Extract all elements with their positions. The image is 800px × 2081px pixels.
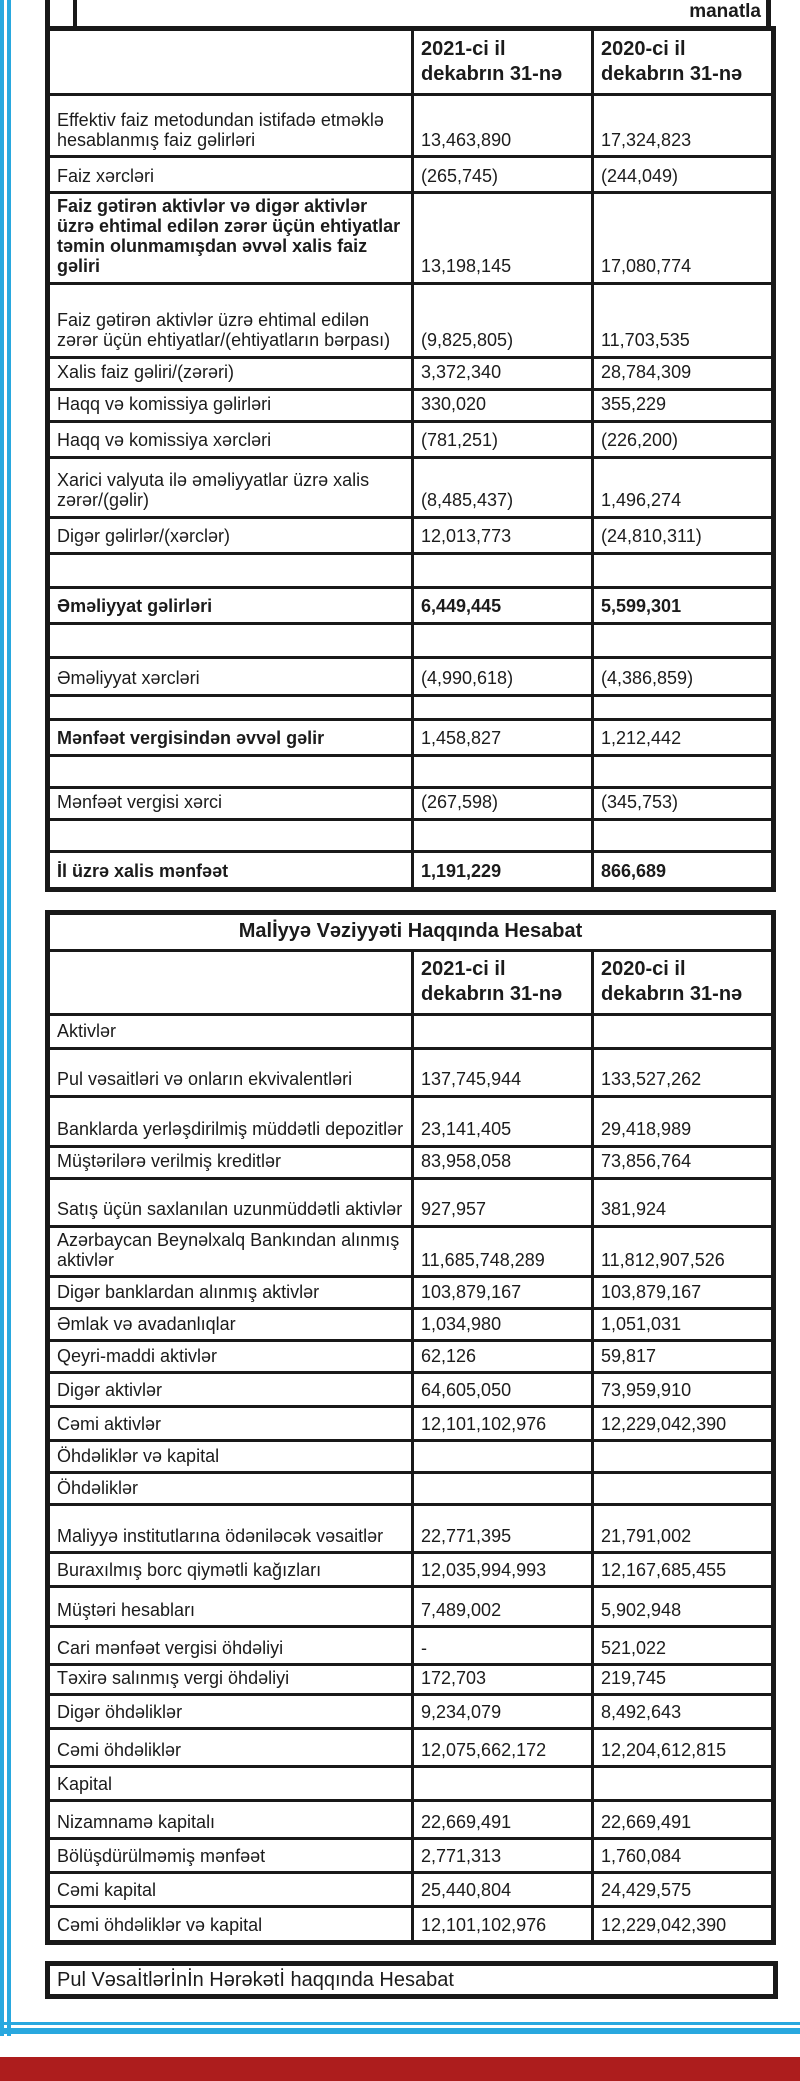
row-label-cell: Azərbaycan Beynəlxalq Bankından alınmış aktivlər	[48, 1226, 413, 1276]
section-row	[48, 1440, 774, 1472]
row-label-cell: Cəmi öhdəliklər və kapital	[48, 1907, 413, 1943]
value-2020-cell: 1,760,084	[593, 1839, 774, 1873]
row-label-cell: Aktivlər	[48, 1014, 413, 1048]
row-label-cell: Cari mənfəət vergisi öhdəliyi	[48, 1626, 413, 1664]
row-label-cell: Nizamnamə kapitalı	[48, 1801, 413, 1839]
value-2021-cell: 25,440,804	[413, 1873, 593, 1907]
value-2020-cell	[593, 1440, 774, 1472]
header-2021-cell: 2021-ci il dekabrın 31-nə	[413, 950, 593, 1014]
table-header-row	[48, 29, 774, 95]
section-row	[48, 1014, 774, 1048]
value-2020-cell: 12,229,042,390	[593, 1907, 774, 1943]
value-2020-cell: 381,924	[593, 1178, 774, 1226]
table-row	[48, 787, 774, 819]
value-2021-cell: (781,251)	[413, 421, 593, 457]
table-title-row	[48, 912, 774, 950]
table-row	[48, 193, 774, 284]
row-label-cell	[48, 695, 413, 719]
value-2021-cell: 12,075,662,172	[413, 1729, 593, 1767]
value-2021-cell: 103,879,167	[413, 1276, 593, 1308]
value-2021-cell	[413, 1014, 593, 1048]
value-2021-cell: 13,198,145	[413, 193, 593, 284]
page-frame-bottom-thick-line	[0, 2028, 800, 2034]
row-label-cell: Təxirə salınmış vergi öhdəliyi	[48, 1664, 413, 1694]
value-2020-cell	[593, 623, 774, 657]
header-2020-cell: 2020-ci il dekabrın 31-nə	[593, 950, 774, 1014]
table-row	[48, 1626, 774, 1664]
page-frame-bottom-thin-line	[0, 2022, 800, 2025]
value-2020-cell: 133,527,262	[593, 1048, 774, 1096]
row-label-cell: Banklarda yerləşdirilmiş müddətli depozitlər	[48, 1096, 413, 1146]
value-2020-cell: 521,022	[593, 1626, 774, 1664]
value-2020-cell: 21,791,002	[593, 1504, 774, 1552]
table-row	[48, 1096, 774, 1146]
spacer-row	[48, 819, 774, 851]
row-label-cell: Cəmi kapital	[48, 1873, 413, 1907]
strip-divider-line	[73, 0, 77, 26]
table-row	[48, 1308, 774, 1340]
value-2021-cell: 62,126	[413, 1340, 593, 1372]
table-row	[48, 517, 774, 553]
value-2021-cell: 64,605,050	[413, 1372, 593, 1406]
header-2020-cell: 2020-ci il dekabrın 31-nə	[593, 29, 774, 95]
section-row	[48, 1472, 774, 1504]
value-2020-cell: 5,902,948	[593, 1586, 774, 1626]
value-2020-cell	[593, 1014, 774, 1048]
table-row	[48, 95, 774, 157]
value-2021-cell	[413, 1472, 593, 1504]
value-2020-cell: 59,817	[593, 1340, 774, 1372]
row-label-cell: Cəmi aktivlər	[48, 1406, 413, 1440]
table-row	[48, 1276, 774, 1308]
row-label-cell: Müştəri hesabları	[48, 1586, 413, 1626]
value-2021-cell: 11,685,748,289	[413, 1226, 593, 1276]
row-label-cell: Bölüşdürülməmiş mənfəət	[48, 1839, 413, 1873]
spacer-row	[48, 695, 774, 719]
value-2021-cell	[413, 623, 593, 657]
value-2021-cell: 6,449,445	[413, 587, 593, 623]
value-2021-cell	[413, 1440, 593, 1472]
row-label-cell: Buraxılmış borc qiymətli kağızları	[48, 1552, 413, 1586]
row-label-cell: Öhdəliklər və kapital	[48, 1440, 413, 1472]
spacer-row	[48, 755, 774, 787]
value-2020-cell: 12,204,612,815	[593, 1729, 774, 1767]
table-row	[48, 1586, 774, 1626]
value-2020-cell: 73,959,910	[593, 1372, 774, 1406]
value-2021-cell: 927,957	[413, 1178, 593, 1226]
header-empty-cell	[48, 29, 413, 95]
value-2020-cell: 1,212,442	[593, 719, 774, 755]
value-2020-cell: 866,689	[593, 851, 774, 889]
value-2020-cell: 28,784,309	[593, 357, 774, 389]
value-2021-cell: 22,771,395	[413, 1504, 593, 1552]
spacer-row	[48, 553, 774, 587]
table-row	[48, 1695, 774, 1729]
value-2021-cell: 12,013,773	[413, 517, 593, 553]
header-empty-cell	[48, 950, 413, 1014]
value-2021-cell: 9,234,079	[413, 1695, 593, 1729]
table-row	[48, 1340, 774, 1372]
value-2020-cell: 355,229	[593, 389, 774, 421]
value-2021-cell: 137,745,944	[413, 1048, 593, 1096]
value-2020-cell: 22,669,491	[593, 1801, 774, 1839]
cashflow-statement-title-box: Pul Vəsaİtlərİnİn Hərəkətİ haqqında Hesabat	[45, 1961, 778, 1999]
row-label-cell: Faiz xərcləri	[48, 157, 413, 193]
row-label-cell: Maliyyə institutlarına ödəniləcək vəsaitlər	[48, 1504, 413, 1552]
financial-position-table	[45, 910, 776, 1945]
value-2021-cell	[413, 819, 593, 851]
table-row	[48, 719, 774, 755]
table-row	[48, 357, 774, 389]
section-row	[48, 1767, 774, 1801]
value-2021-cell: 22,669,491	[413, 1801, 593, 1839]
page-frame-left-outer-line	[0, 0, 4, 2036]
value-2020-cell	[593, 819, 774, 851]
table-row	[48, 1226, 774, 1276]
value-2021-cell: (9,825,805)	[413, 283, 593, 357]
row-label-cell: Xarici valyuta ilə əməliyyatlar üzrə xalis zərər/(gəlir)	[48, 457, 413, 517]
row-label-cell: Əmlak və avadanlıqlar	[48, 1308, 413, 1340]
row-label-cell: Digər banklardan alınmış aktivlər	[48, 1276, 413, 1308]
row-label-cell	[48, 553, 413, 587]
currency-note: manatla	[689, 1, 761, 22]
value-2021-cell: 1,458,827	[413, 719, 593, 755]
value-2020-cell: 219,745	[593, 1664, 774, 1694]
value-2020-cell: 12,167,685,455	[593, 1552, 774, 1586]
value-2020-cell: 11,703,535	[593, 283, 774, 357]
row-label-cell: Haqq və komissiya gəlirləri	[48, 389, 413, 421]
row-label-cell: Faiz gətirən aktivlər və digər aktivlər üzrə ehtimal edilən zərər üçün ehtiyatlar təmin olunmamışdan əvvəl xalis faiz gəliri	[48, 193, 413, 284]
row-label-cell	[48, 755, 413, 787]
row-label-cell: Öhdəliklər	[48, 1472, 413, 1504]
table-row	[48, 1406, 774, 1440]
value-2021-cell: (267,598)	[413, 787, 593, 819]
row-label-cell: Effektiv faiz metodundan istifadə etməklə hesablanmış faiz gəlirləri	[48, 95, 413, 157]
table-row	[48, 1664, 774, 1694]
value-2021-cell: 330,020	[413, 389, 593, 421]
value-2020-cell: 73,856,764	[593, 1146, 774, 1178]
table-row	[48, 1801, 774, 1839]
table-row	[48, 587, 774, 623]
value-2021-cell: 172,703	[413, 1664, 593, 1694]
value-2020-cell: 5,599,301	[593, 587, 774, 623]
table-row	[48, 851, 774, 889]
table-row	[48, 421, 774, 457]
value-2020-cell: (4,386,859)	[593, 657, 774, 695]
page-frame-left-inner-line	[7, 0, 11, 2036]
value-2021-cell: 13,463,890	[413, 95, 593, 157]
value-2021-cell: (8,485,437)	[413, 457, 593, 517]
table-row	[48, 389, 774, 421]
value-2020-cell: (226,200)	[593, 421, 774, 457]
table-row	[48, 1146, 774, 1178]
row-label-cell: Faiz gətirən aktivlər üzrə ehtimal edilən zərər üçün ehtiyatlar/(ehtiyatların bərpası)	[48, 283, 413, 357]
value-2020-cell: 29,418,989	[593, 1096, 774, 1146]
value-2021-cell	[413, 553, 593, 587]
table-row	[48, 657, 774, 695]
row-label-cell: İl üzrə xalis mənfəət	[48, 851, 413, 889]
row-label-cell: Qeyri-maddi aktivlər	[48, 1340, 413, 1372]
table-row	[48, 1372, 774, 1406]
value-2020-cell: 11,812,907,526	[593, 1226, 774, 1276]
table-row	[48, 1839, 774, 1873]
row-label-cell: Haqq və komissiya xərcləri	[48, 421, 413, 457]
value-2020-cell	[593, 553, 774, 587]
table-row	[48, 457, 774, 517]
row-label-cell: Əməliyyat xərcləri	[48, 657, 413, 695]
value-2020-cell: 12,229,042,390	[593, 1406, 774, 1440]
value-2020-cell: 17,080,774	[593, 193, 774, 284]
value-2020-cell: 103,879,167	[593, 1276, 774, 1308]
table-row	[48, 1729, 774, 1767]
row-label-cell: Kapital	[48, 1767, 413, 1801]
value-2021-cell: 12,101,102,976	[413, 1406, 593, 1440]
value-2021-cell: (4,990,618)	[413, 657, 593, 695]
value-2021-cell: 2,771,313	[413, 1839, 593, 1873]
value-2021-cell: -	[413, 1626, 593, 1664]
row-label-cell: Əməliyyat gəlirləri	[48, 587, 413, 623]
income-statement-table	[45, 26, 776, 892]
value-2021-cell	[413, 755, 593, 787]
value-2021-cell: 23,141,405	[413, 1096, 593, 1146]
value-2021-cell	[413, 695, 593, 719]
table-row	[48, 157, 774, 193]
financial-position-title: Malİyyə Vəziyyəti Haqqında Hesabat	[48, 912, 774, 950]
value-2020-cell	[593, 755, 774, 787]
value-2021-cell: 1,191,229	[413, 851, 593, 889]
row-label-cell: Xalis faiz gəliri/(zərəri)	[48, 357, 413, 389]
value-2020-cell: 1,051,031	[593, 1308, 774, 1340]
value-2020-cell: 1,496,274	[593, 457, 774, 517]
row-label-cell: Digər öhdəliklər	[48, 1695, 413, 1729]
value-2021-cell	[413, 1767, 593, 1801]
table-row	[48, 1504, 774, 1552]
table-row	[48, 1178, 774, 1226]
value-2020-cell: 24,429,575	[593, 1873, 774, 1907]
table-header-row	[48, 950, 774, 1014]
row-label-cell: Mənfəət vergisi xərci	[48, 787, 413, 819]
row-label-cell: Pul vəsaitləri və onların ekvivalentləri	[48, 1048, 413, 1096]
value-2020-cell: 8,492,643	[593, 1695, 774, 1729]
value-2021-cell: 3,372,340	[413, 357, 593, 389]
value-2020-cell	[593, 695, 774, 719]
value-2020-cell	[593, 1472, 774, 1504]
table-row	[48, 1048, 774, 1096]
row-label-cell	[48, 623, 413, 657]
table-row	[48, 1552, 774, 1586]
value-2021-cell: 12,035,994,993	[413, 1552, 593, 1586]
value-2020-cell: (345,753)	[593, 787, 774, 819]
row-label-cell	[48, 819, 413, 851]
row-label-cell: Mənfəət vergisindən əvvəl gəlir	[48, 719, 413, 755]
currency-note-strip	[45, 0, 771, 26]
value-2021-cell: 1,034,980	[413, 1308, 593, 1340]
row-label-cell: Digər gəlirlər/(xərclər)	[48, 517, 413, 553]
table-row	[48, 283, 774, 357]
report-content	[45, 0, 771, 1999]
table-row	[48, 1907, 774, 1943]
bottom-red-band	[0, 2057, 800, 2081]
value-2020-cell: (244,049)	[593, 157, 774, 193]
table-row	[48, 1873, 774, 1907]
value-2021-cell: 83,958,058	[413, 1146, 593, 1178]
header-2021-cell: 2021-ci il dekabrın 31-nə	[413, 29, 593, 95]
row-label-cell: Cəmi öhdəliklər	[48, 1729, 413, 1767]
row-label-cell: Satış üçün saxlanılan uzunmüddətli aktivlər	[48, 1178, 413, 1226]
row-label-cell: Digər aktivlər	[48, 1372, 413, 1406]
spacer-row	[48, 623, 774, 657]
value-2020-cell: (24,810,311)	[593, 517, 774, 553]
row-label-cell: Müştərilərə verilmiş kreditlər	[48, 1146, 413, 1178]
value-2021-cell: 12,101,102,976	[413, 1907, 593, 1943]
value-2021-cell: (265,745)	[413, 157, 593, 193]
value-2020-cell: 17,324,823	[593, 95, 774, 157]
value-2020-cell	[593, 1767, 774, 1801]
value-2021-cell: 7,489,002	[413, 1586, 593, 1626]
